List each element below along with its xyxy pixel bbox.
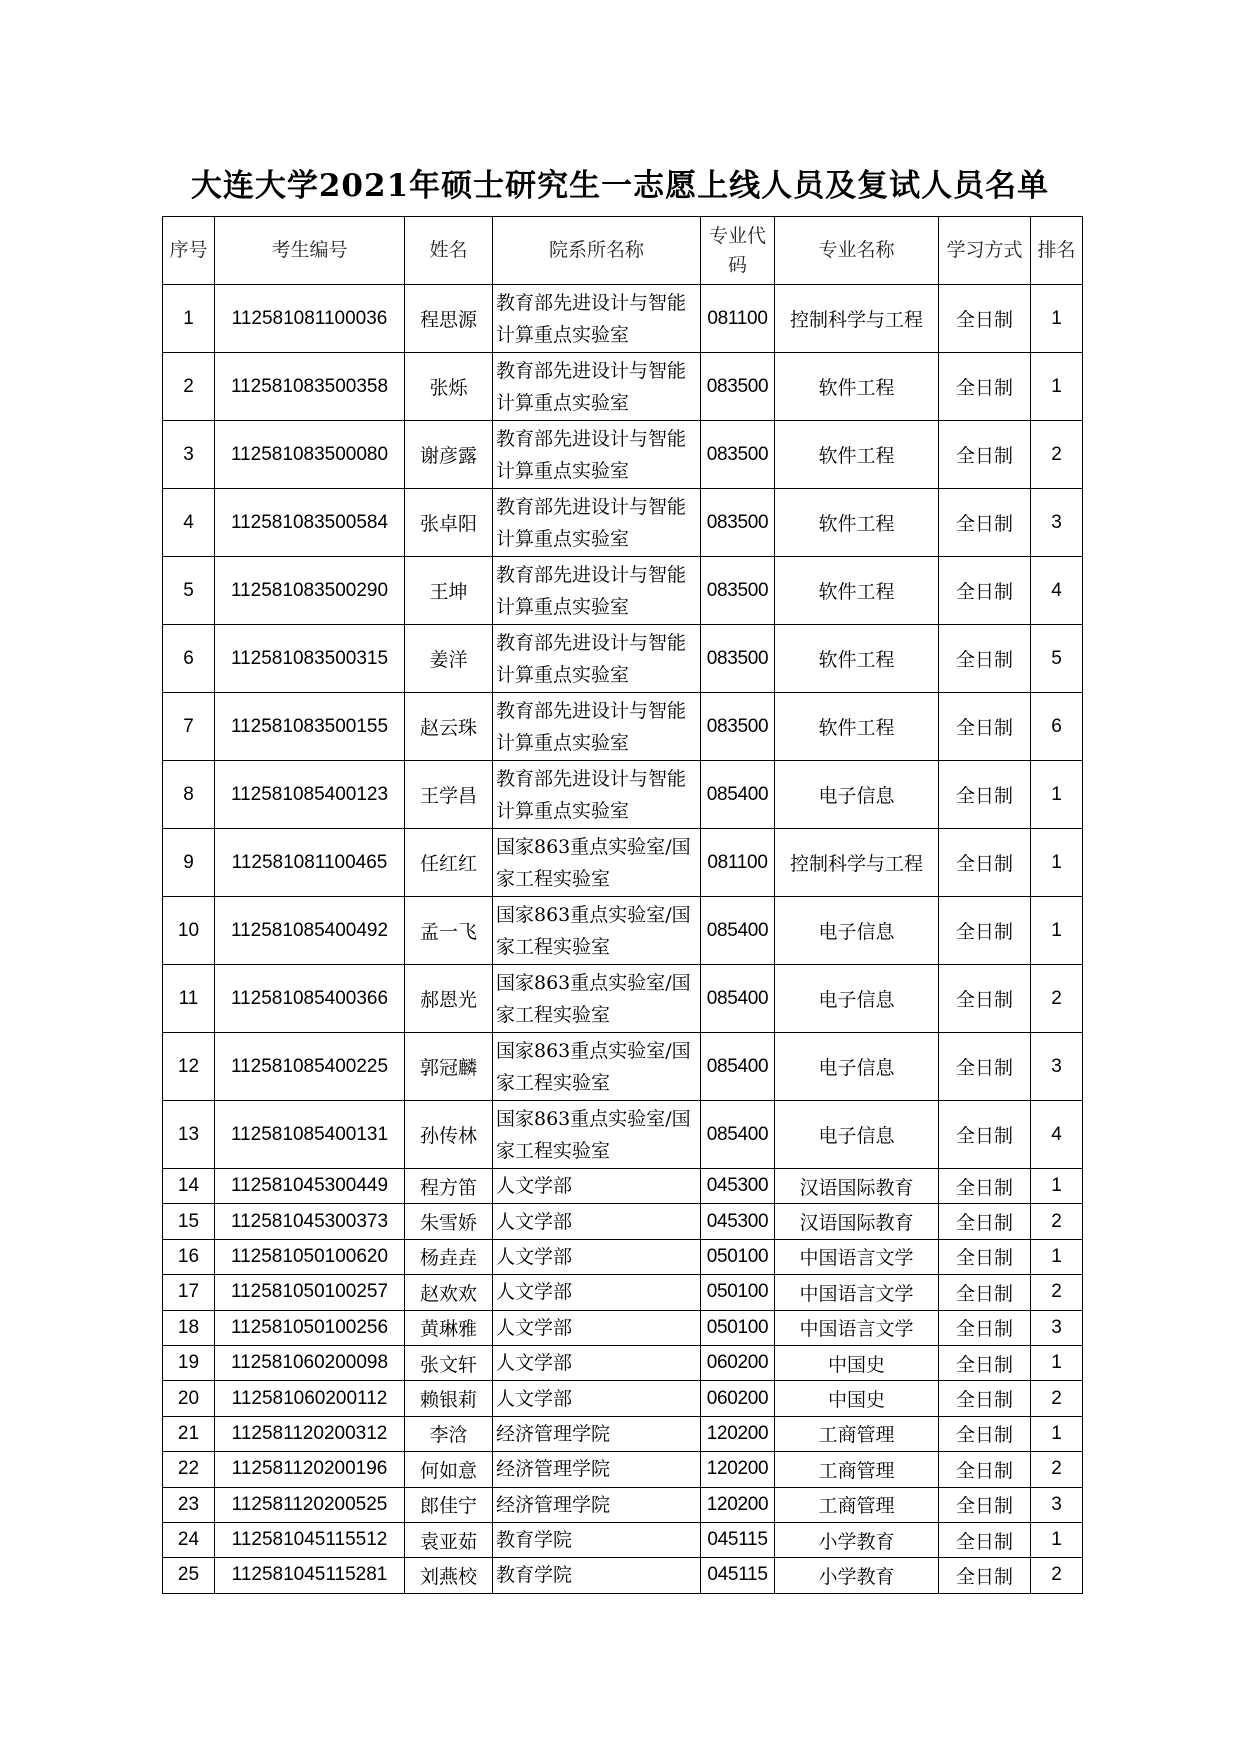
cell-code: 083500: [701, 353, 775, 421]
cell-seq: 2: [163, 353, 215, 421]
cell-rank: 1: [1031, 1522, 1083, 1557]
cell-major: 电子信息: [775, 1101, 939, 1169]
cell-rank: 2: [1031, 1558, 1083, 1593]
table-row: [163, 1558, 1083, 1593]
cell-exam-id: 112581045115512: [215, 1522, 405, 1557]
cell-seq: 17: [163, 1275, 215, 1310]
cell-name: 何如意: [405, 1452, 493, 1487]
header-rank: 排名: [1031, 217, 1083, 285]
table-row: [163, 1416, 1083, 1451]
cell-name: 张烁: [405, 353, 493, 421]
cell-rank: 3: [1031, 489, 1083, 557]
cell-mode: 全日制: [939, 489, 1031, 557]
cell-name: 赵欢欢: [405, 1275, 493, 1310]
header-exam-id: 考生编号: [215, 217, 405, 285]
cell-dept: 人文学部: [493, 1204, 701, 1239]
cell-dept: 国家863重点实验室/国家工程实验室: [493, 965, 701, 1033]
cell-rank: 1: [1031, 1169, 1083, 1204]
cell-code: 045300: [701, 1169, 775, 1204]
cell-code: 081100: [701, 829, 775, 897]
cell-seq: 24: [163, 1522, 215, 1557]
cell-mode: 全日制: [939, 1381, 1031, 1416]
cell-mode: 全日制: [939, 1101, 1031, 1169]
cell-code: 085400: [701, 1033, 775, 1101]
cell-exam-id: 112581120200312: [215, 1416, 405, 1451]
cell-exam-id: 112581050100256: [215, 1310, 405, 1345]
cell-exam-id: 112581083500315: [215, 625, 405, 693]
cell-mode: 全日制: [939, 1275, 1031, 1310]
cell-major: 电子信息: [775, 965, 939, 1033]
cell-mode: 全日制: [939, 1345, 1031, 1380]
cell-exam-id: 112581081100465: [215, 829, 405, 897]
cell-code: 085400: [701, 965, 775, 1033]
cell-name: 杨垚垚: [405, 1239, 493, 1274]
cell-name: 王学昌: [405, 761, 493, 829]
cell-exam-id: 112581083500584: [215, 489, 405, 557]
table-row: [163, 1033, 1083, 1101]
cell-name: 王坤: [405, 557, 493, 625]
cell-major: 中国史: [775, 1381, 939, 1416]
cell-dept: 国家863重点实验室/国家工程实验室: [493, 897, 701, 965]
cell-code: 085400: [701, 897, 775, 965]
header-code: 专业代码: [701, 217, 775, 285]
cell-code: 083500: [701, 625, 775, 693]
cell-rank: 3: [1031, 1033, 1083, 1101]
cell-dept: 教育部先进设计与智能计算重点实验室: [493, 625, 701, 693]
cell-mode: 全日制: [939, 1522, 1031, 1557]
cell-seq: 20: [163, 1381, 215, 1416]
table-row: [163, 625, 1083, 693]
table-row: [163, 1204, 1083, 1239]
cell-major: 小学教育: [775, 1522, 939, 1557]
cell-seq: 15: [163, 1204, 215, 1239]
cell-dept: 人文学部: [493, 1239, 701, 1274]
cell-rank: 6: [1031, 693, 1083, 761]
cell-code: 083500: [701, 693, 775, 761]
cell-name: 孙传林: [405, 1101, 493, 1169]
cell-exam-id: 112581060200098: [215, 1345, 405, 1380]
cell-name: 郭冠麟: [405, 1033, 493, 1101]
cell-seq: 21: [163, 1416, 215, 1451]
cell-major: 中国史: [775, 1345, 939, 1380]
table-row: [163, 965, 1083, 1033]
table-row: [163, 353, 1083, 421]
cell-exam-id: 112581050100620: [215, 1239, 405, 1274]
cell-name: 程思源: [405, 285, 493, 353]
cell-exam-id: 112581085400123: [215, 761, 405, 829]
cell-seq: 7: [163, 693, 215, 761]
cell-seq: 1: [163, 285, 215, 353]
cell-name: 赵云珠: [405, 693, 493, 761]
cell-seq: 22: [163, 1452, 215, 1487]
cell-dept: 教育学院: [493, 1558, 701, 1593]
cell-seq: 14: [163, 1169, 215, 1204]
cell-mode: 全日制: [939, 1204, 1031, 1239]
cell-mode: 全日制: [939, 693, 1031, 761]
header-mode: 学习方式: [939, 217, 1031, 285]
cell-major: 软件工程: [775, 353, 939, 421]
table-row: [163, 1101, 1083, 1169]
cell-dept: 国家863重点实验室/国家工程实验室: [493, 829, 701, 897]
cell-code: 083500: [701, 557, 775, 625]
cell-exam-id: 112581045300449: [215, 1169, 405, 1204]
cell-dept: 教育部先进设计与智能计算重点实验室: [493, 285, 701, 353]
cell-mode: 全日制: [939, 761, 1031, 829]
header-name: 姓名: [405, 217, 493, 285]
table-row: [163, 1487, 1083, 1522]
cell-exam-id: 112581083500155: [215, 693, 405, 761]
cell-major: 中国语言文学: [775, 1239, 939, 1274]
cell-name: 张文轩: [405, 1345, 493, 1380]
cell-code: 050100: [701, 1310, 775, 1345]
cell-code: 050100: [701, 1275, 775, 1310]
cell-rank: 1: [1031, 897, 1083, 965]
cell-exam-id: 112581045115281: [215, 1558, 405, 1593]
cell-name: 任红红: [405, 829, 493, 897]
cell-dept: 经济管理学院: [493, 1452, 701, 1487]
cell-mode: 全日制: [939, 285, 1031, 353]
cell-dept: 国家863重点实验室/国家工程实验室: [493, 1033, 701, 1101]
cell-major: 软件工程: [775, 557, 939, 625]
cell-exam-id: 112581085400366: [215, 965, 405, 1033]
cell-seq: 5: [163, 557, 215, 625]
cell-code: 081100: [701, 285, 775, 353]
table-row: [163, 693, 1083, 761]
cell-rank: 1: [1031, 1416, 1083, 1451]
cell-exam-id: 112581120200196: [215, 1452, 405, 1487]
cell-dept: 教育部先进设计与智能计算重点实验室: [493, 353, 701, 421]
table-row: [163, 1169, 1083, 1204]
cell-rank: 1: [1031, 285, 1083, 353]
cell-mode: 全日制: [939, 421, 1031, 489]
candidate-table: [162, 216, 1083, 1594]
table-row: [163, 829, 1083, 897]
cell-dept: 教育部先进设计与智能计算重点实验室: [493, 693, 701, 761]
cell-rank: 5: [1031, 625, 1083, 693]
cell-seq: 19: [163, 1345, 215, 1380]
cell-code: 120200: [701, 1452, 775, 1487]
cell-mode: 全日制: [939, 1033, 1031, 1101]
table-row: [163, 1275, 1083, 1310]
cell-rank: 1: [1031, 761, 1083, 829]
cell-name: 孟一飞: [405, 897, 493, 965]
cell-seq: 3: [163, 421, 215, 489]
cell-code: 050100: [701, 1239, 775, 1274]
cell-code: 120200: [701, 1487, 775, 1522]
cell-mode: 全日制: [939, 1452, 1031, 1487]
cell-exam-id: 112581045300373: [215, 1204, 405, 1239]
cell-mode: 全日制: [939, 965, 1031, 1033]
cell-major: 电子信息: [775, 897, 939, 965]
cell-major: 工商管理: [775, 1487, 939, 1522]
cell-code: 083500: [701, 489, 775, 557]
cell-seq: 10: [163, 897, 215, 965]
cell-exam-id: 112581085400131: [215, 1101, 405, 1169]
cell-mode: 全日制: [939, 1487, 1031, 1522]
cell-name: 朱雪娇: [405, 1204, 493, 1239]
table-row: [163, 1522, 1083, 1557]
cell-dept: 人文学部: [493, 1169, 701, 1204]
cell-rank: 2: [1031, 1452, 1083, 1487]
cell-dept: 教育部先进设计与智能计算重点实验室: [493, 761, 701, 829]
cell-dept: 国家863重点实验室/国家工程实验室: [493, 1101, 701, 1169]
cell-rank: 1: [1031, 353, 1083, 421]
cell-major: 汉语国际教育: [775, 1169, 939, 1204]
cell-code: 045300: [701, 1204, 775, 1239]
cell-major: 中国语言文学: [775, 1275, 939, 1310]
cell-name: 刘燕校: [405, 1558, 493, 1593]
cell-name: 张卓阳: [405, 489, 493, 557]
cell-dept: 教育部先进设计与智能计算重点实验室: [493, 557, 701, 625]
cell-major: 工商管理: [775, 1452, 939, 1487]
cell-seq: 23: [163, 1487, 215, 1522]
table-row: [163, 557, 1083, 625]
cell-major: 软件工程: [775, 489, 939, 557]
cell-dept: 教育部先进设计与智能计算重点实验室: [493, 421, 701, 489]
cell-major: 工商管理: [775, 1416, 939, 1451]
cell-code: 045115: [701, 1522, 775, 1557]
cell-rank: 1: [1031, 829, 1083, 897]
cell-mode: 全日制: [939, 353, 1031, 421]
table-row: [163, 897, 1083, 965]
table-row: [163, 421, 1083, 489]
cell-exam-id: 112581083500080: [215, 421, 405, 489]
cell-rank: 2: [1031, 1275, 1083, 1310]
cell-seq: 11: [163, 965, 215, 1033]
cell-mode: 全日制: [939, 557, 1031, 625]
cell-rank: 2: [1031, 421, 1083, 489]
cell-name: 姜洋: [405, 625, 493, 693]
cell-exam-id: 112581120200525: [215, 1487, 405, 1522]
header-seq: 序号: [163, 217, 215, 285]
cell-mode: 全日制: [939, 829, 1031, 897]
cell-seq: 13: [163, 1101, 215, 1169]
cell-dept: 教育学院: [493, 1522, 701, 1557]
cell-name: 郝恩光: [405, 965, 493, 1033]
cell-rank: 4: [1031, 557, 1083, 625]
table-header-row: [163, 217, 1083, 285]
cell-exam-id: 112581081100036: [215, 285, 405, 353]
cell-exam-id: 112581050100257: [215, 1275, 405, 1310]
table-row: [163, 1452, 1083, 1487]
cell-mode: 全日制: [939, 897, 1031, 965]
cell-mode: 全日制: [939, 1169, 1031, 1204]
page-title: 大连大学2021年硕士研究生一志愿上线人员及复试人员名单: [190, 168, 1050, 204]
cell-major: 电子信息: [775, 761, 939, 829]
cell-code: 083500: [701, 421, 775, 489]
cell-code: 060200: [701, 1345, 775, 1380]
cell-exam-id: 112581060200112: [215, 1381, 405, 1416]
cell-dept: 人文学部: [493, 1275, 701, 1310]
cell-rank: 2: [1031, 965, 1083, 1033]
cell-major: 软件工程: [775, 421, 939, 489]
cell-rank: 1: [1031, 1345, 1083, 1380]
cell-dept: 人文学部: [493, 1310, 701, 1345]
cell-rank: 3: [1031, 1487, 1083, 1522]
cell-seq: 18: [163, 1310, 215, 1345]
cell-code: 085400: [701, 761, 775, 829]
cell-code: 085400: [701, 1101, 775, 1169]
cell-major: 小学教育: [775, 1558, 939, 1593]
cell-exam-id: 112581085400492: [215, 897, 405, 965]
cell-major: 电子信息: [775, 1033, 939, 1101]
table-row: [163, 489, 1083, 557]
cell-seq: 4: [163, 489, 215, 557]
cell-rank: 4: [1031, 1101, 1083, 1169]
table-row: [163, 1239, 1083, 1274]
cell-exam-id: 112581085400225: [215, 1033, 405, 1101]
cell-name: 谢彦露: [405, 421, 493, 489]
table-row: [163, 1310, 1083, 1345]
cell-rank: 2: [1031, 1204, 1083, 1239]
cell-name: 黄琳雅: [405, 1310, 493, 1345]
cell-rank: 1: [1031, 1239, 1083, 1274]
cell-name: 李浛: [405, 1416, 493, 1451]
cell-seq: 6: [163, 625, 215, 693]
cell-mode: 全日制: [939, 625, 1031, 693]
cell-major: 控制科学与工程: [775, 829, 939, 897]
header-dept: 院系所名称: [493, 217, 701, 285]
cell-major: 控制科学与工程: [775, 285, 939, 353]
cell-major: 汉语国际教育: [775, 1204, 939, 1239]
cell-name: 郎佳宁: [405, 1487, 493, 1522]
cell-name: 程方笛: [405, 1169, 493, 1204]
cell-major: 中国语言文学: [775, 1310, 939, 1345]
cell-seq: 25: [163, 1558, 215, 1593]
cell-exam-id: 112581083500290: [215, 557, 405, 625]
cell-major: 软件工程: [775, 693, 939, 761]
header-major: 专业名称: [775, 217, 939, 285]
cell-mode: 全日制: [939, 1310, 1031, 1345]
cell-mode: 全日制: [939, 1416, 1031, 1451]
cell-rank: 2: [1031, 1381, 1083, 1416]
cell-dept: 人文学部: [493, 1345, 701, 1380]
cell-dept: 人文学部: [493, 1381, 701, 1416]
table-row: [163, 1345, 1083, 1380]
cell-name: 赖银莉: [405, 1381, 493, 1416]
cell-dept: 经济管理学院: [493, 1416, 701, 1451]
table-row: [163, 285, 1083, 353]
cell-seq: 8: [163, 761, 215, 829]
cell-seq: 9: [163, 829, 215, 897]
cell-code: 060200: [701, 1381, 775, 1416]
cell-seq: 12: [163, 1033, 215, 1101]
cell-dept: 教育部先进设计与智能计算重点实验室: [493, 489, 701, 557]
cell-rank: 3: [1031, 1310, 1083, 1345]
table-row: [163, 761, 1083, 829]
cell-major: 软件工程: [775, 625, 939, 693]
cell-name: 袁亚茹: [405, 1522, 493, 1557]
cell-dept: 经济管理学院: [493, 1487, 701, 1522]
cell-exam-id: 112581083500358: [215, 353, 405, 421]
cell-code: 120200: [701, 1416, 775, 1451]
table-row: [163, 1381, 1083, 1416]
cell-code: 045115: [701, 1558, 775, 1593]
cell-seq: 16: [163, 1239, 215, 1274]
cell-mode: 全日制: [939, 1239, 1031, 1274]
cell-mode: 全日制: [939, 1558, 1031, 1593]
